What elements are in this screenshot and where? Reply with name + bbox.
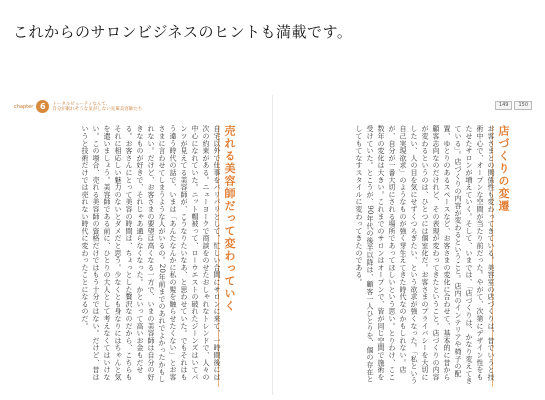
chapter-description-line1: トータルビューティなんて、 [52,101,111,107]
left-section-title: 売れる美容師だって変わっていく [218,125,236,387]
page-number-indicator [495,101,532,110]
chapter-label: chapter [14,103,34,110]
chapter-tag [14,100,142,113]
left-body-text: 自宅以外で仕事をバリバリとして、忙しい合間にサロンに来て、一時間後には次の約束がある。ニューヨークで商談をのせたおしゃれなトレンドで、人々の中心になれていた。ニット帽被って、ローウエストの破れたジーンズはいてパンツが見えてる美容師が、こうなりたいなあ、と思わせていた。でもそれはもう違う時代の話で、いまは「あんたなんかに私の髪を触らせたくない」とお客さまに言わせてしまうような人がいるの。20年前までのあれでよかったかもしれない。だけど、お客さまの要望は高くなる一方で、いまの美容師は自分の好きなものが好きで、それじゃあ通らなくなった。かといって高いお金もだせる。お客さんにとって美容の時間は、ちょっとした贅沢なのだから、こちらもそれに相応しい魅力のないとダメだと思う。少なくとも身なりにはちゃんと気を遣いましょう。美容師である前に、ひとりの大人として考えなくてはいけない。この場合、売れる美容師の資格だけではもう十分ではない。だけど、昔はいうと技術だけでは売れない時代に変わったことになるのだ。 [81,125,221,383]
right-section-title: 店づくりの変遷 [492,125,510,387]
right-page [274,95,536,395]
chapter-number-badge: 6 [36,100,49,113]
right-body-text: お客さまとの関係性も変わってきている。美容室の店づくりは、昔でいうと技術中心で、オープンな空間が当たり前だった。やがて、次第にデザイン性をもたせたサロンが増えていく。そして、いまでは、「店づくりは、かなり変えてきている」。店づくりの内容が変わるということ。店内のインテリアや椅子の配置、ゆとりのあるスペースなど、お客さまの変化に合わせて、基本的に昔から顧客志向なのだけれど、その表現が変わってきたということ。店づくりの内容が変わるというのは、ひとつには個室化だ。お客さまのプライバシーを大切にしたい、人の目を気にせずくつろぎたい、という欲求が強くなった。「私という自己実現欲求」のようなものが強く芽生えてきた時代なのかもしれない。店が、自分が一番大切にされる場所であってほしいという思い。とりわけ、ここ数年の変化は大きい。これまでのサロンはオープンで、皆が同じ空間で施術を受けていた。とこうが、90年代の後半以降は、顧客一人ひとりを、個の存在としてもてなすスタイルに変わってきたのである。 [355,125,495,385]
page-number-left: 149 [495,101,513,110]
chapter-description-line2: 自分が眠れそうな気がしない先輩美容師たち [52,106,143,112]
page-number-right: 150 [514,101,532,110]
left-page [10,95,273,395]
chapter-description [52,102,142,112]
page-headline: これからのサロンビジネスのヒントも満載です。 [13,23,353,41]
magazine-spread [10,95,536,395]
